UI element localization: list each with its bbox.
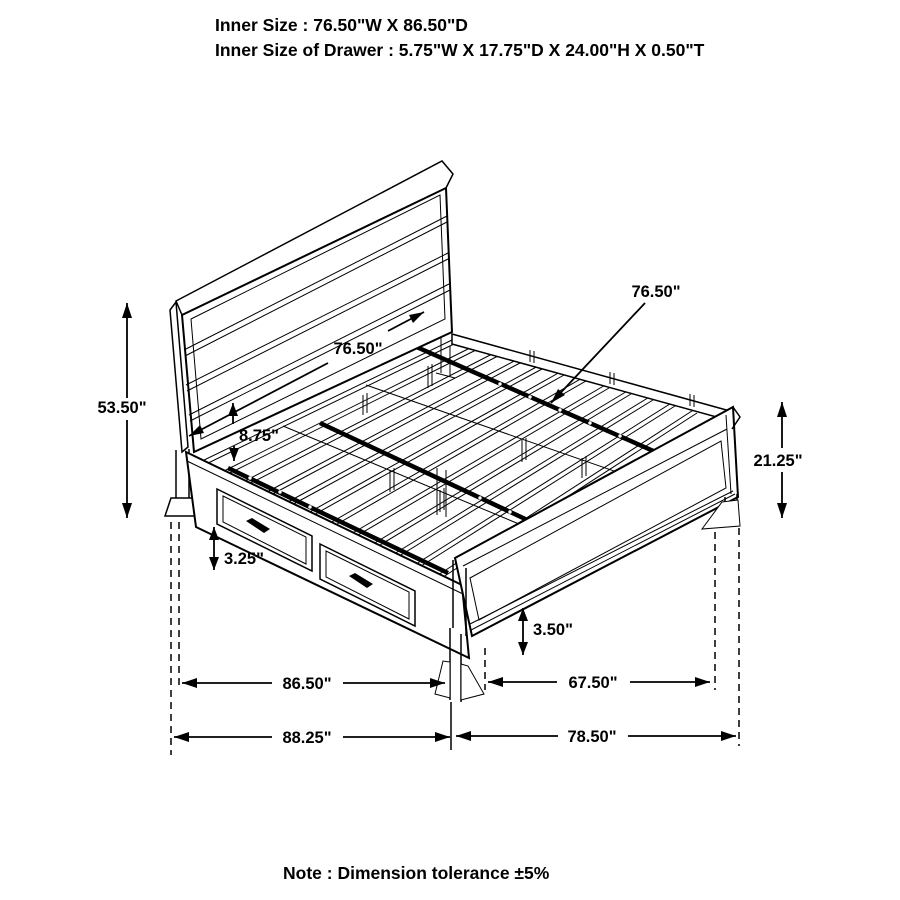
label-inner-depth: 86.50" — [282, 675, 332, 693]
label-headboard-to-rail: 8.75" — [239, 427, 279, 445]
dim-inner-depth — [182, 675, 445, 693]
label-slat-rail-length: 76.50" — [631, 283, 681, 301]
footboard — [453, 407, 740, 636]
label-footboard-inner-width: 67.50" — [568, 674, 618, 692]
dim-overall-depth — [174, 729, 450, 747]
inner-size-line: Inner Size : 76.50"W X 86.50"D — [215, 15, 468, 35]
tolerance-note: Note : Dimension tolerance ±5% — [283, 863, 550, 883]
note-block — [283, 863, 550, 883]
dim-footboard-clearance — [518, 608, 573, 655]
label-overall-width: 78.50" — [567, 728, 617, 746]
label-headboard-height: 53.50" — [97, 399, 147, 417]
label-footboard-height: 21.25" — [753, 452, 803, 470]
dim-headboard-height — [97, 303, 146, 518]
far-side-rail — [452, 334, 731, 421]
title-block — [215, 15, 705, 60]
footboard-face — [455, 407, 738, 636]
label-headboard-width: 76.50" — [333, 340, 383, 358]
label-overall-depth: 88.25" — [282, 729, 332, 747]
dim-footboard-inner-width — [488, 674, 710, 692]
dim-overall-width — [456, 728, 736, 746]
drawer-size-line: Inner Size of Drawer : 5.75"W X 17.75"D X 24.00"H X 0.50"T — [215, 40, 705, 60]
label-rail-clearance: 3.25" — [224, 550, 264, 568]
dim-footboard-height — [753, 402, 802, 518]
label-footboard-clearance: 3.50" — [533, 621, 573, 639]
